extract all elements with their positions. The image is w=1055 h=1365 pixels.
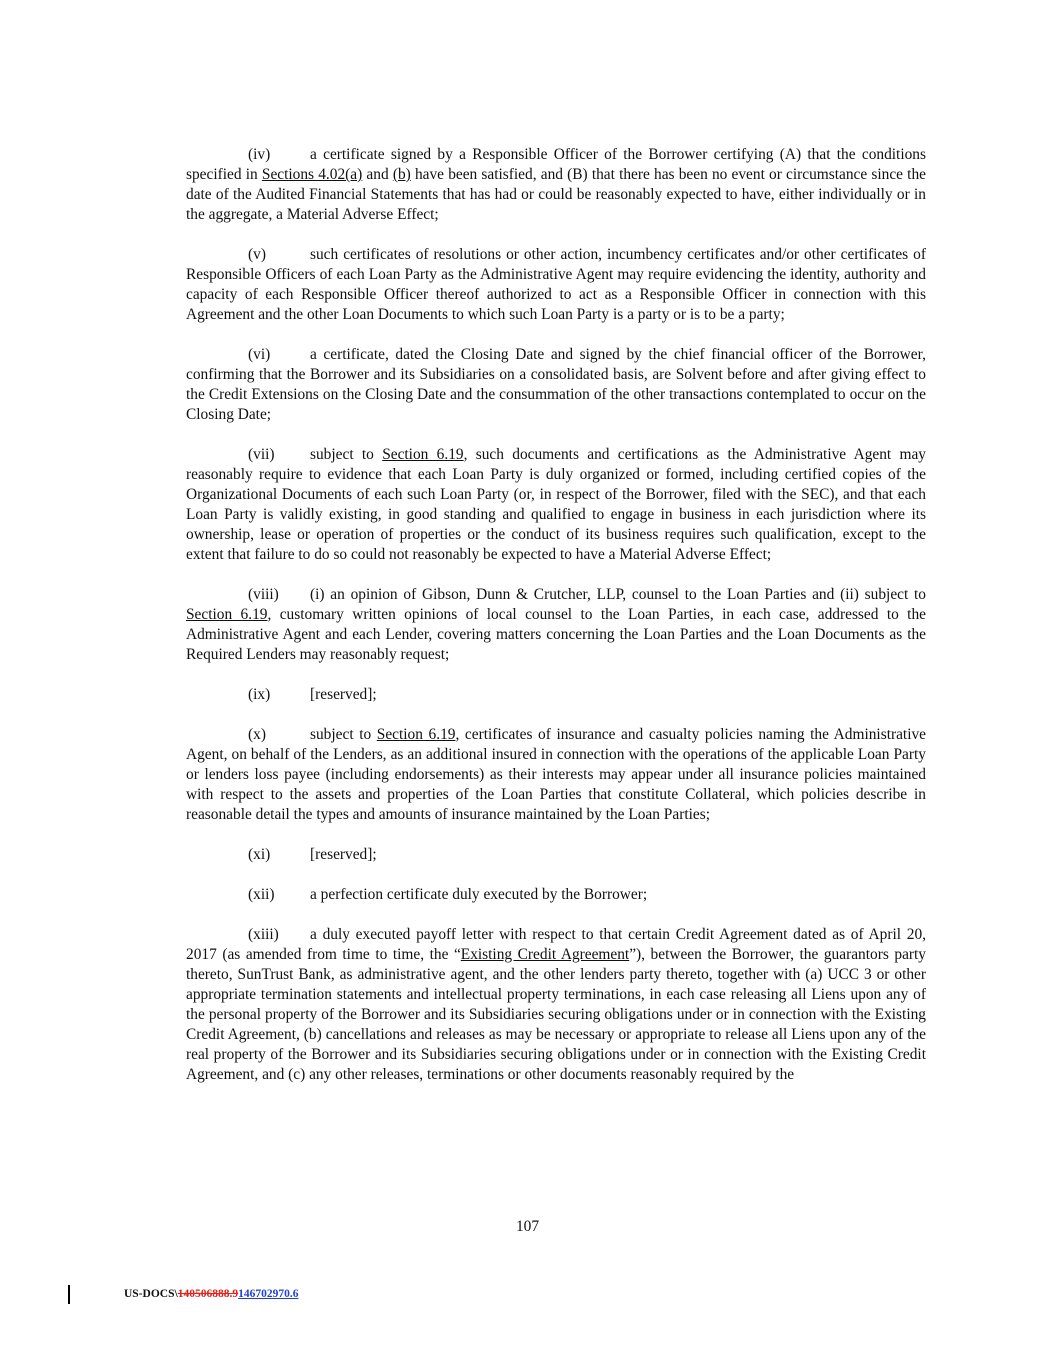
paragraph-label: (xi) <box>248 846 271 863</box>
paragraph-x: (x) subject to Section 6.19, certificates of insurance and casualty policies naming the Administrative Agent, on behalf of the Lenders, as an additional insured in connection with the operations of the applicable Loan Party or lenders loss payee (including endorsements) as their interests may appear under all insurance policies maintained with respect to the assets and properties of the Loan Parties that constitute Collateral, which policies describe in reasonable detail the types and amounts of insurance maintained by the Loan Parties; <box>186 726 926 823</box>
paragraph-label: (x) <box>248 726 266 743</box>
paragraph-label: (vi) <box>248 346 271 363</box>
section-reference: Sections 4.02(a) <box>261 166 363 183</box>
paragraph-xii: (xii) a perfection certificate duly executed by the Borrower; <box>248 886 648 903</box>
section-reference: (b) <box>392 166 411 183</box>
paragraph-label: (ix) <box>248 686 271 703</box>
paragraph-xiii: (xiii) a duly executed payoff letter with respect to that certain Credit Agreement dated as of April 20, 2017 (as amended from time to time, the “Existing Credit Agreement”), between the Borrower, the guarantors party thereto, SunTrust Bank, as administrative agent, and the other lenders party thereto, together with (a) UCC 3 or other appropriate termination statements and intellectual property terminations, in each case releasing all Liens upon any of the personal property of the Borrower and its Subsidiaries securing obligations under or in connection with the Existing Credit Agreement, (b) cancellations and releases as may be necessary or appropriate to release all Liens upon any of the real property of the Borrower and its Subsidiaries securing obligations under or in connection with the Existing Credit Agreement, and (c) any other releases, terminations or other documents reasonably required by the <box>186 926 926 1083</box>
paragraph-label: (v) <box>248 246 266 263</box>
section-reference: Section 6.19 <box>382 446 464 463</box>
section-reference: Section 6.19 <box>376 726 456 743</box>
paragraph-label: (viii) <box>248 586 279 603</box>
paragraph-label: (xiii) <box>248 926 279 943</box>
paragraph-viii: (viii) (i) an opinion of Gibson, Dunn & Crutcher, LLP, counsel to the Loan Parties and (ii) subject to Section 6.19, customary written opinions of local counsel to the Loan Parties, in each case, addressed to the Administrative Agent and each Lender, covering matters concerning the Loan Parties and the Loan Documents as the Required Lenders may reasonably request; <box>186 586 926 663</box>
paragraph-iv: (iv) a certificate signed by a Responsible Officer of the Borrower certifying (A) that the conditions specified in Sections 4.02(a) and (b) have been satisfied, and (B) that there has been no event or circumstance since the date of the Audited Financial Statements that has had or could be reasonably expected to have, either individually or in the aggregate, a Material Adverse Effect; <box>186 146 926 223</box>
paragraph-label: (iv) <box>248 146 271 163</box>
change-bar <box>68 1285 70 1304</box>
doc-prefix: US-DOCS\ <box>124 1288 178 1300</box>
paragraph-label: (xii) <box>248 886 275 903</box>
paragraph-ix: (ix) [reserved]; <box>248 686 377 703</box>
paragraph-vii: (vii) subject to Section 6.19, such documents and certifications as the Administrative Agent may reasonably require to evidence that each Loan Party is duly organized or formed, including certified copies of the Organizational Documents of each such Loan Party (or, in respect of the Borrower, filed with the SEC), and that each Loan Party is validly existing, in good standing and qualified to engage in business in each jurisdiction where its ownership, lease or operation of properties or the conduct of its business requires such qualification, except to the extent that failure to do so could not reasonably be expected to have a Material Adverse Effect; <box>186 446 926 563</box>
paragraph-xi: (xi) [reserved]; <box>248 846 377 863</box>
inserted-doc-number: 146702970.6 <box>238 1288 299 1300</box>
paragraph-v: (v) such certificates of resolutions or other action, incumbency certificates and/or other certificates of Responsible Officers of each Loan Party as the Administrative Agent may require evidencing the identity, authority and capacity of each Responsible Officer thereof authorized to act as a Responsible Officer in connection with this Agreement and the other Loan Documents to which such Loan Party is a party or is to be a party; <box>186 246 926 323</box>
paragraph-vi: (vi) a certificate, dated the Closing Date and signed by the chief financial officer of the Borrower, confirming that the Borrower and its Subsidiaries on a consolidated basis, are Solvent before and after giving effect to the Credit Extensions on the Closing Date and the consummation of the other transactions contemplated to occur on the Closing Date; <box>186 346 926 423</box>
defined-term: Existing Credit Agreement <box>460 946 630 963</box>
document-id-footer <box>124 1288 298 1300</box>
deleted-doc-number: 140506888.9 <box>177 1288 239 1300</box>
paragraph-label: (vii) <box>248 446 275 463</box>
page-number: 107 <box>515 1218 540 1235</box>
document-body <box>186 145 926 1105</box>
section-reference: Section 6.19 <box>186 606 268 623</box>
